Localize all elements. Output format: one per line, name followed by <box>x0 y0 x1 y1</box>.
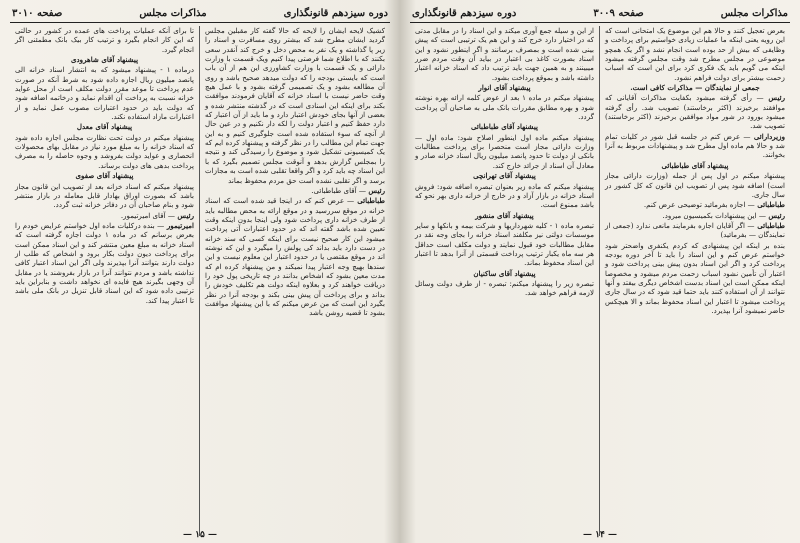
speaker-name: وزیردارائی <box>750 131 786 141</box>
speech-text: — بنده درکلیات ماده اول خواستم عرایض خودم را بعرض برسانم که در ماده ۱ دولت اجازه گرفته است که اسناد خزانه به مبلغ معین منتشر کند و این اسناد ممکن است برای پرداخت دیون دولت بکار برود و اشخاص که طلب از دولت دارند بتوانند آنرا بپذیرند ولی اگر این اسناد اعتبار کافی نداشته باشد و مردم نتوانند آنرا در بازار بفروشند یا در مقابل آن وجهی بگیرند هیچ فایده ای نخواهد داشت و بنابراین باید ترتیبی داده شود که این اسناد قابل تنزیل در بانک ملی باشد تا اعتبار پیدا کند. <box>15 220 194 305</box>
speaker-name: رئیس <box>765 210 785 220</box>
speech-text: — عرض کنم در جلسه قبل شور در کلیات تمام شد و حالا هم ماده اول مطرح شد و پیشنهادات مربوط به آنرا بخوانند. <box>605 131 785 160</box>
section-heading: پیشنهاد آقای تهرانچی <box>473 171 536 181</box>
left-header-center: مذاکرات مجلس <box>139 8 207 19</box>
speaker-name: طباطبائی <box>754 220 785 230</box>
left-page-right-column <box>200 26 390 536</box>
body-paragraph: پیشنهاد میکنم ماده اول اینطور اصلاح شود: ماده اول — وزارت دارائی مجاز است منحصرا برای پرداخت مطالبات بانکی از دولت تا حدود پانصد میلیون ریال اسناد خزانه صادر و معادل آن اسناد از جرائد خارج کند. <box>415 132 594 170</box>
speech-text: — اگر آقایان اجازه بفرمایند مانعی ندارد (جمعی از نمایندگان — بفرمائید) <box>605 220 785 240</box>
speaker-paragraph <box>605 221 785 240</box>
left-header-left: صفحه ۳۰۱۰ <box>12 8 63 19</box>
speech-text: — رأی گرفته میشود بکفایت مذاکرات آقایانی که موافقند برخیزند (اکثر برخاستند) تصویب شد. رأی گرفته میشود بورود در شور مواد موافقین برخیزند (اکثر برخاستند) تصویب شد. <box>605 93 785 131</box>
left-page-columns <box>10 26 390 536</box>
speaker-paragraph <box>205 196 385 317</box>
speaker-paragraph <box>15 221 194 305</box>
speech-text: — عرض کنم که در اینجا قید شده است که اسناد خزانه در موقع سررسید و در موقع ارائه به محض مطالبه باید از طرف خزانه داری پرداخت شود ولی اینجا بدون اینکه وقت تعیین شده باشد گفته اند که در حدود اعتبارات آتی پرداخت میشود این کار صحیح نیست برای اینکه کسی که سند خزانه در دست دارد باید بداند کی پولش را میگیرد و این که نوشته اند در موقع مقتضی یا در حدود اعتبار این معلوم نیست و این سندها بهیچ وجه اعتبار پیدا نمیکند و من پیشنهاد کرده ام که مدت معین بشود که اشخاص بدانند در چه تاریخی پول خود را دریافت خواهند کرد و بعلاوه اینکه دولت هم تکلیف خودش را بداند و برای پرداخت آن پیش بینی بکند و بودجه آنرا در نظر بگیرد این است که من عرض میکنم که با این پیشنهاد موافقت بشود تا قضیه روشن باشد <box>205 196 385 318</box>
speaker-paragraph <box>205 186 385 195</box>
body-paragraph: پیشنهاد میکنم که ماده زیر بعنوان تبصره اضافه شود: فروش اسناد خزانه در بازار آزاد و در خارج از خزانه داری بهر نحو که باشد ممنوع است. <box>415 181 594 210</box>
right-page <box>400 0 800 543</box>
body-paragraph: تا برای آنکه عملیات پرداخت های عمده در کشور در حالتی که این کار انجام بگیرد و ترتیب کار بیک بانک مطمئنی اگر انجام گیرد. <box>15 26 194 54</box>
left-running-header <box>10 8 390 23</box>
section-heading: پیشنهاد آقای صفوی <box>75 171 134 181</box>
right-header-right: مذاکرات مجلس <box>720 8 788 19</box>
body-paragraph: از این و سیله جمع آوری میکند و این اسناد را در مقابل مدتی که در اختیار دارد خرج کند و این هم یک ترتیبی است که پیش بینی شده است و بمصرف برسانند و اگر اینطور نشود و این اسناد بصورت کاغذ بی اعتبار در بیاید آن وقت مردم ضرر میبینند و به همین جهت باید ترتیب داد که اسناد خزانه اعتبار داشته باشد و بموقع پرداخت بشود. <box>415 26 594 82</box>
section-heading: پیشنهاد آقای معدل <box>76 122 133 132</box>
speaker-paragraph <box>15 211 194 220</box>
section-heading: پیشنهاد آقای طباطبائی <box>661 160 729 170</box>
body-paragraph: درماده ۱ - پیشنهاد میشود که به انتشار اسناد خزانه الی پانصد میلیون ریال اجازه داده شود به شرط آنکه در صورت عدم پرداخت تا موعد مقرر دولت مکلف است از محل عواید خزانه نسبت به پرداخت آن اقدام نماید و درخاتمه اضافه شود که دولت باید در حدود اعتبارات مصوب عمل نماید و از اعتبارات مازاد استفاده نکند. <box>15 65 194 122</box>
section-heading: پیشنهاد آقای ساکنیان <box>473 268 536 278</box>
section-heading: پیشنهاد آقای انوار <box>478 83 531 93</box>
body-paragraph: پیشنهاد میکنم که اسناد خزانه بعد از تصویب این قانون مجاز باشد که بصورت اوراق بهادار قابل معامله در بازار منتشر شود و بنام صاحبان آن در دفاتر خزانه ثبت گردد. <box>15 181 194 210</box>
speech-text: — اجازه بفرمائید توضیحی عرض کنم. <box>643 200 755 210</box>
speaker-paragraph <box>605 200 785 209</box>
body-paragraph: پیشنهاد میکنم در دولت تحت نظارت مجلس اجازه داده شود که اسناد خزانه را به مبلغ مورد نیاز در مقابل بهای محصولات انحصاری و عواید دولت بفروشد و وجوه حاصله را به مصرف پرداخت بدهی های دولت برساند. <box>15 132 194 170</box>
left-page-number: — ۱۵ — <box>183 530 217 540</box>
section-heading: پیشنهاد آقای شاهرودی <box>70 55 139 65</box>
speaker-name: رئیس <box>174 210 194 220</box>
body-paragraph: بعرض تعجیل کنند و حالا هم این موضوع یک امتحانی است که این رویه یعنی اینکه ما عملیات زیادی خواستیم برای پرداخت و وظایفی که بیش از حد بوده است انجام نشد و اگر یک همچو موضوعی در مجلس مطرح شد وقت مجلس گرفته میشود اینکه می گویم باید یک فکری کرد برای این است که اسباب زحمت بیشتر برای دولت فراهم نشود. <box>605 26 785 82</box>
speaker-paragraph <box>605 211 785 220</box>
right-running-header <box>410 8 790 23</box>
body-paragraph: پیشنهاد میکنم در اول پس از جمله (وزارت دارائی مجاز است) اضافه شود پس از تصویب این قانون که کل کشور در سال جاری. <box>605 171 785 199</box>
right-page-right-column <box>600 26 790 536</box>
speech-text: — آقای طباطبائی. <box>311 185 366 195</box>
body-paragraph: پیشنهاد میکنم در ماده ۱ بعد از عوض کلمه ارائه بهره نوشته شود و بهره مطابق مقررات بانک ملی به صاحبان آن پرداخت گردد. <box>415 93 595 122</box>
right-page-columns <box>410 26 790 536</box>
section-heading: پیشنهاد آقای طباطبائی <box>471 122 538 132</box>
left-header-right: دوره سیزدهم قانونگذاری <box>283 8 388 19</box>
right-page-left-column <box>410 26 600 536</box>
section-heading: جمعی از نمایندگان — مذاکرات کافی است. <box>630 83 760 93</box>
speech-text: — آقای امیرتیمور. <box>120 210 175 220</box>
body-paragraph: کشیک لایحه ایشان را لایحه که حالا گفته کار مقبلین مجلس گردید ایشان مطرح شد که بیشتر روی مسافرت و اسناد را زیر پا گذاشته و یک نفر به محض دخل و خرج کند آنقدر سعی بکنند که با اطلاع شما فرصتی پیدا کنیم ویک قسمت با وزارت دارائی و یک قسمت با وزارت کشاورزی این هم از آن باب است که بایستی بودجه را که دولت میدهد صحیح باشد و روی آن مطالعه بشود و یک تصمیمی گرفته بشود و با عمل هیچ وقت حاضر نیست با اسناد خزانه که آقایان فرمودند موافقت بکند برای اینکه این اسنادی است که در گذشته منتشر شده و بعضی از آنها بجای خودش اعتبار دارد و ما باید از آن اعتبار که دارد حفظ کنیم و اعتبار دولت را لکه دار نکنیم و در عین حال از آنچه که سوء استفاده شده است جلوگیری کنیم و به این جهت تمام این مطالب را در نظر گرفته و پیشنهاد کرده ایم که یک کمیسیونی تشکیل شود و موضوع را رسیدگی کند و نتیجه را بمجلس گزارش بدهد و آنوقت مجلس تصمیم بگیرد که با این اسناد چه باید کرد و اگر واقعا تقلبی شده است به مجازات برسد و اگر تقلبی نشده است حق مردم محفوظ بماند <box>205 26 385 185</box>
right-header-center: صفحه ۳۰۰۹ <box>593 8 644 19</box>
speaker-name: رئیس <box>763 93 785 103</box>
body-paragraph: تبصره ماده ۱ - کلیه شهرداریها و شرکت بیمه و بانکها و سایر موسسات دولتی نیز مکلفند اسناد خزانه را بجای وجه نقد در مقابل مطالبات خود قبول نمایند و دولت مکلف است حداقل هر سه ماه یکبار ترتیب پرداخت قسمتی از آنرا بدهد تا اعتبار این اسناد محفوظ بماند. <box>415 220 594 268</box>
section-heading: پیشنهاد آقای منشور <box>475 210 534 220</box>
right-header-left: دوره سیزدهم قانونگذاری <box>412 8 517 19</box>
speaker-paragraph <box>605 93 785 130</box>
body-paragraph: تبصره زیر را پیشنهاد میکنم: تبصره - از طرف دولت وسائل لازمه فراهم خواهد شد. <box>415 278 594 298</box>
body-paragraph: بنده بر اینکه این پیشنهادی که کردم یکنفری واضحتر شود خواستم عرض کنم و این اسناد را باید تا آخر دوره بودجه پرداخت کرد و اگر این اسناد بدون پیش بینی پرداخت شود و اعتبار آن تأمین نشود اسباب زحمت مردم میشود و مخصوصا اینکه ممکن است این اسناد بدست اشخاص دیگری بیفتد و آنها نتوانند از آن استفاده کنند باید حتما قید شود که در سال جاری پرداخت میشود تا اعتبار این اسناد محفوظ بماند و الا هیچکس حاضر نمیشود آنرا بپذیرد. <box>605 240 785 315</box>
speaker-name: امیرتیمور <box>164 220 194 230</box>
speaker-paragraph <box>605 132 785 160</box>
speaker-name: رئیس <box>365 185 385 195</box>
right-page-number: — ۱۴ — <box>583 530 617 540</box>
speaker-name: طباطبائی <box>354 196 385 206</box>
speaker-name: طباطبائی <box>754 200 785 210</box>
left-page-left-column <box>10 26 200 536</box>
speech-text: — این پیشنهادات بکمیسیون میرود. <box>662 210 766 220</box>
